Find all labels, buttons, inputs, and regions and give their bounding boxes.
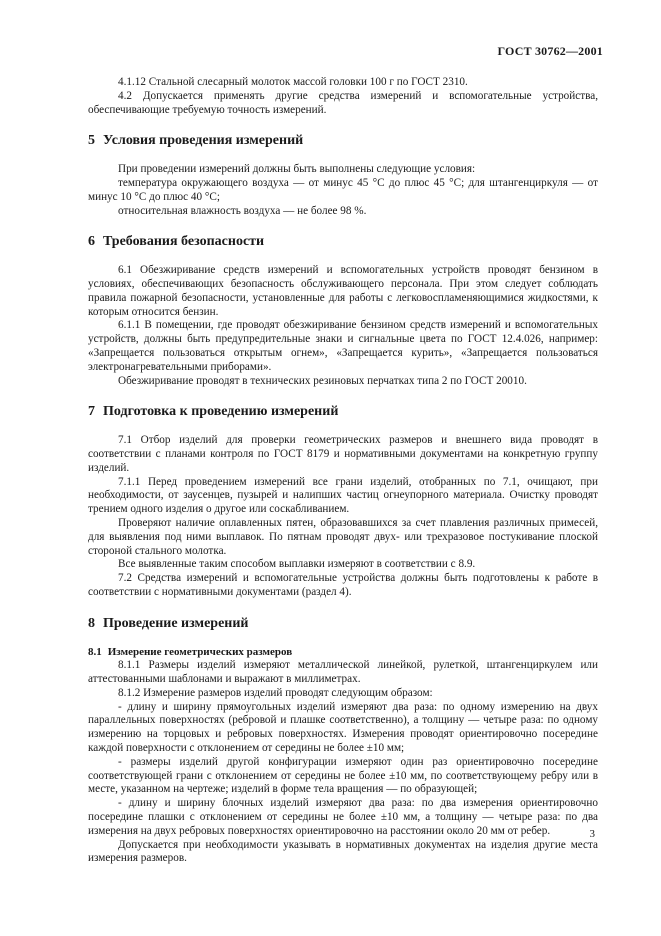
section-title: Подготовка к проведению измерений bbox=[103, 404, 339, 420]
paragraph-4-2: 4.2 Допускается применять другие средства измерений и вспомогательные устройства, обеспечивающие требуемую точность измерений. bbox=[88, 89, 598, 116]
section-number: 5 bbox=[88, 133, 95, 149]
paragraph: 7.2 Средства измерений и вспомогательные устройства должны быть подготовлены к работе в соответствии с нормативными документами (раздел 4). bbox=[88, 572, 598, 598]
paragraph: - длину и ширину блочных изделий измеряют два раза: по два измерения ориентировочно посередине плашки с отклонением от середины не более ±10 мм, а толщину — четыре раза: по два измерения на двух ребровых поверхностях ориентировочно на расстоянии около 20 мм от ребер. bbox=[88, 797, 598, 837]
document-code: ГОСТ 30762—2001 bbox=[497, 44, 603, 58]
subsection-title: Измерение геометрических размеров bbox=[107, 645, 293, 658]
paragraph: 7.1.1 Перед проведением измерений все грани изделий, отобранных по 7.1, очищают, при необходимости, от заусенцев, пузырей и налипших частиц огнеупорного материала. Очистку проводят трением одного изделия о другое или соскабливанием. bbox=[88, 475, 598, 516]
section-title: Требования безопасности bbox=[103, 234, 265, 250]
paragraph: 6.1 Обезжиривание средств измерений и вспомогательных устройств проводят бензином в условиях, обеспечивающих безопасность обслуживающего персонала. При этом следует соблюдать правила пожарной безопасности, установленные для работы с легковоспламеняющимися жидкостями, к которым относится бензин. bbox=[88, 264, 598, 318]
paragraph: Проверяют наличие оплавленных пятен, образовавшихся за счет плавления различных примесей, для выявления под ними выплавок. По пятнам проводят двух- или трехразовое постукивание плоской стороной стального молотка. bbox=[88, 516, 598, 557]
paragraph: При проведении измерений должны быть выполнены следующие условия: bbox=[118, 163, 476, 176]
subsection-8-1-heading bbox=[88, 646, 598, 660]
section-number: 7 bbox=[88, 404, 95, 420]
paragraph: температура окружающего воздуха — от минус 45 °С до плюс 45 °С; для штангенциркуля — от минус 10 °С до плюс 40 °С; bbox=[88, 176, 598, 203]
section-number: 8 bbox=[88, 615, 95, 631]
paragraph: Все выявленные таким способом выплавки измеряют в соответствии с 8.9. bbox=[118, 558, 476, 571]
subsection-number: 8.1 bbox=[88, 645, 102, 658]
paragraph: 8.1.1 Размеры изделий измеряют металлической линейкой, рулеткой, штангенциркулем или аттестованными шаблонами и выражают в миллиметрах. bbox=[88, 659, 598, 686]
paragraph: 8.1.2 Измерение размеров изделий проводят следующим образом: bbox=[118, 686, 433, 699]
paragraph: - длину и ширину прямоугольных изделий измеряют два раза: по одному измерению на двух параллельных поверхностях (ребровой и плашке соответственно), а толщину — четыре раза: по одному измерению на торцовых и ребровых поверхностях. Измерения проводят ориентировочно посередине каждой поверхности с отклонением от середины не более ±10 мм; bbox=[88, 700, 598, 755]
section-title: Проведение измерений bbox=[103, 615, 249, 631]
section-6-heading bbox=[88, 235, 598, 249]
paragraph: - размеры изделий другой конфигурации измеряют один раз ориентировочно посередине соответствующей грани с отклонением от середины не более ±10 мм, по соответствующему ребру или в месте, указанном на чертеже; изделий в форме тела вращения — по образующей; bbox=[88, 755, 598, 796]
section-7-heading bbox=[88, 405, 598, 419]
paragraph-4-1-12: 4.1.12 Стальной слесарный молоток массой головки 100 г по ГОСТ 2310. bbox=[118, 76, 468, 88]
page-number: 3 bbox=[589, 828, 595, 840]
paragraph: 6.1.1 В помещении, где проводят обезжиривание бензином средств измерений и вспомогательных устройств, должны быть предупредительные знаки и сигнальные цвета по ГОСТ 12.4.026, например: «Запрещается пользоваться открытым огнем», «Запрещается курить», «Запрещается пользоваться электронагревательными приборами». bbox=[88, 319, 598, 373]
paragraph: Обезжиривание проводят в технических резиновых перчатках типа 2 по ГОСТ 20010. bbox=[118, 374, 527, 387]
paragraph: Допускается при необходимости указывать в нормативных документах на изделия другие места измерения размеров. bbox=[88, 838, 598, 865]
section-5-heading bbox=[88, 134, 598, 148]
paragraph: относительная влажность воздуха — не более 98 %. bbox=[118, 204, 367, 217]
section-8-heading bbox=[88, 617, 598, 631]
document-body bbox=[88, 76, 598, 866]
section-number: 6 bbox=[88, 234, 95, 250]
paragraph: 7.1 Отбор изделий для проверки геометрических размеров и внешнего вида проводят в соответствии с планами контроля по ГОСТ 8179 и нормативными документами на конкретную группу изделий. bbox=[88, 434, 598, 474]
section-title: Условия проведения измерений bbox=[103, 133, 304, 149]
